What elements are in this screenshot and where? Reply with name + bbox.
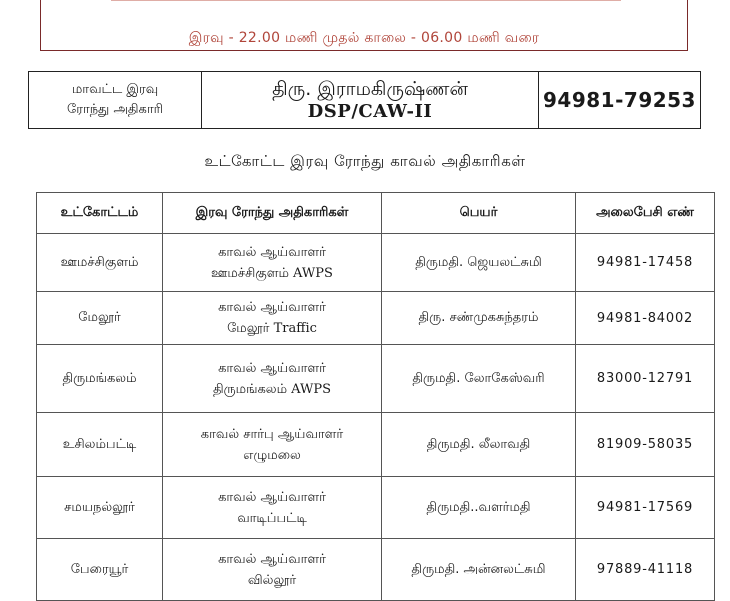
subdivision-cell: உசிலம்பட்டி: [37, 413, 163, 477]
phone-cell: 94981-84002: [576, 292, 715, 345]
name-cell: திருமதி. அன்னலட்சுமி: [382, 539, 576, 601]
district-officer-name: திரு. இராமகிருஷ்ணன்: [272, 78, 468, 100]
officer-rank: காவல் ஆய்வாளர்: [218, 360, 326, 376]
officer-station: ஊமச்சிகுளம் AWPS: [211, 265, 333, 281]
district-officer-designation: DSP/CAW-II: [307, 101, 433, 122]
name-cell: திருமதி. லோகேஸ்வரி: [382, 345, 576, 413]
officer-station: எழுமலை: [243, 447, 301, 463]
officer-station: மேலூர் Traffic: [227, 321, 317, 336]
table-header-row: [37, 193, 715, 234]
name-cell: திருமதி. ஜெயலட்சுமி: [382, 234, 576, 292]
district-officer-label-line1: மாவட்ட இரவு: [71, 82, 159, 97]
district-officer-label-line2: ரோந்து அதிகாரி: [66, 102, 164, 117]
subdivision-cell: மேலூர்: [37, 292, 163, 345]
subdivision-cell: சமயநல்லூர்: [37, 477, 163, 539]
section-heading: உட்கோட்ட இரவு ரோந்து காவல் அதிகாரிகள்: [204, 152, 526, 170]
district-officer-label: [29, 72, 202, 128]
header-patrol-officers: இரவு ரோந்து அதிகாரிகள்: [163, 193, 382, 234]
patrol-time-line: இரவு - 22.00 மணி முதல் காலை - 06.00 மணி வரை: [188, 30, 540, 46]
phone-cell: 94981-17458: [576, 234, 715, 292]
table-row: [37, 477, 715, 539]
officer-cell: [163, 539, 382, 601]
district-officer-box: [28, 71, 701, 129]
phone-cell: 81909-58035: [576, 413, 715, 477]
phone-cell: 94981-17569: [576, 477, 715, 539]
officer-cell: [163, 234, 382, 292]
table-row: [37, 292, 715, 345]
district-officer-phone: 94981-79253: [543, 88, 696, 112]
header-name: பெயர்: [382, 193, 576, 234]
header-mobile: அலைபேசி எண்: [576, 193, 715, 234]
name-cell: திரு. சண்முகசுந்தரம்: [382, 292, 576, 345]
officer-cell: [163, 413, 382, 477]
table-row: [37, 345, 715, 413]
officer-station: வாடிப்பட்டி: [237, 510, 307, 526]
officer-station: திருமங்கலம் AWPS: [212, 381, 332, 397]
subdivision-cell: திருமங்கலம்: [37, 345, 163, 413]
officer-rank: காவல் ஆய்வாளர்: [218, 244, 326, 260]
name-cell: திருமதி..வளர்மதி: [382, 477, 576, 539]
officers-table: [36, 192, 715, 601]
officer-cell: [163, 292, 382, 345]
header-subdivision: உட்கோட்டம்: [37, 193, 163, 234]
subdivision-cell: ஊமச்சிகுளம்: [37, 234, 163, 292]
subdivision-cell: பேரையூர்: [37, 539, 163, 601]
officer-cell: [163, 345, 382, 413]
phone-cell: 83000-12791: [576, 345, 715, 413]
officer-rank: காவல் ஆய்வாளர்: [218, 551, 326, 567]
officer-rank: காவல் ஆய்வாளர்: [218, 489, 326, 505]
table-row: [37, 539, 715, 601]
phone-cell: 97889-41118: [576, 539, 715, 601]
top-header-box: [40, 0, 688, 51]
officer-rank: காவல் சார்பு ஆய்வாளர்: [200, 426, 344, 442]
cropped-heading-text: [111, 0, 621, 1]
table-row: [37, 234, 715, 292]
district-officer-identity: [202, 72, 539, 128]
name-cell: திருமதி. லீலாவதி: [382, 413, 576, 477]
officer-rank: காவல் ஆய்வாளர்: [218, 300, 326, 315]
officer-cell: [163, 477, 382, 539]
table-row: [37, 413, 715, 477]
officer-station: வில்லூர்: [247, 572, 297, 588]
